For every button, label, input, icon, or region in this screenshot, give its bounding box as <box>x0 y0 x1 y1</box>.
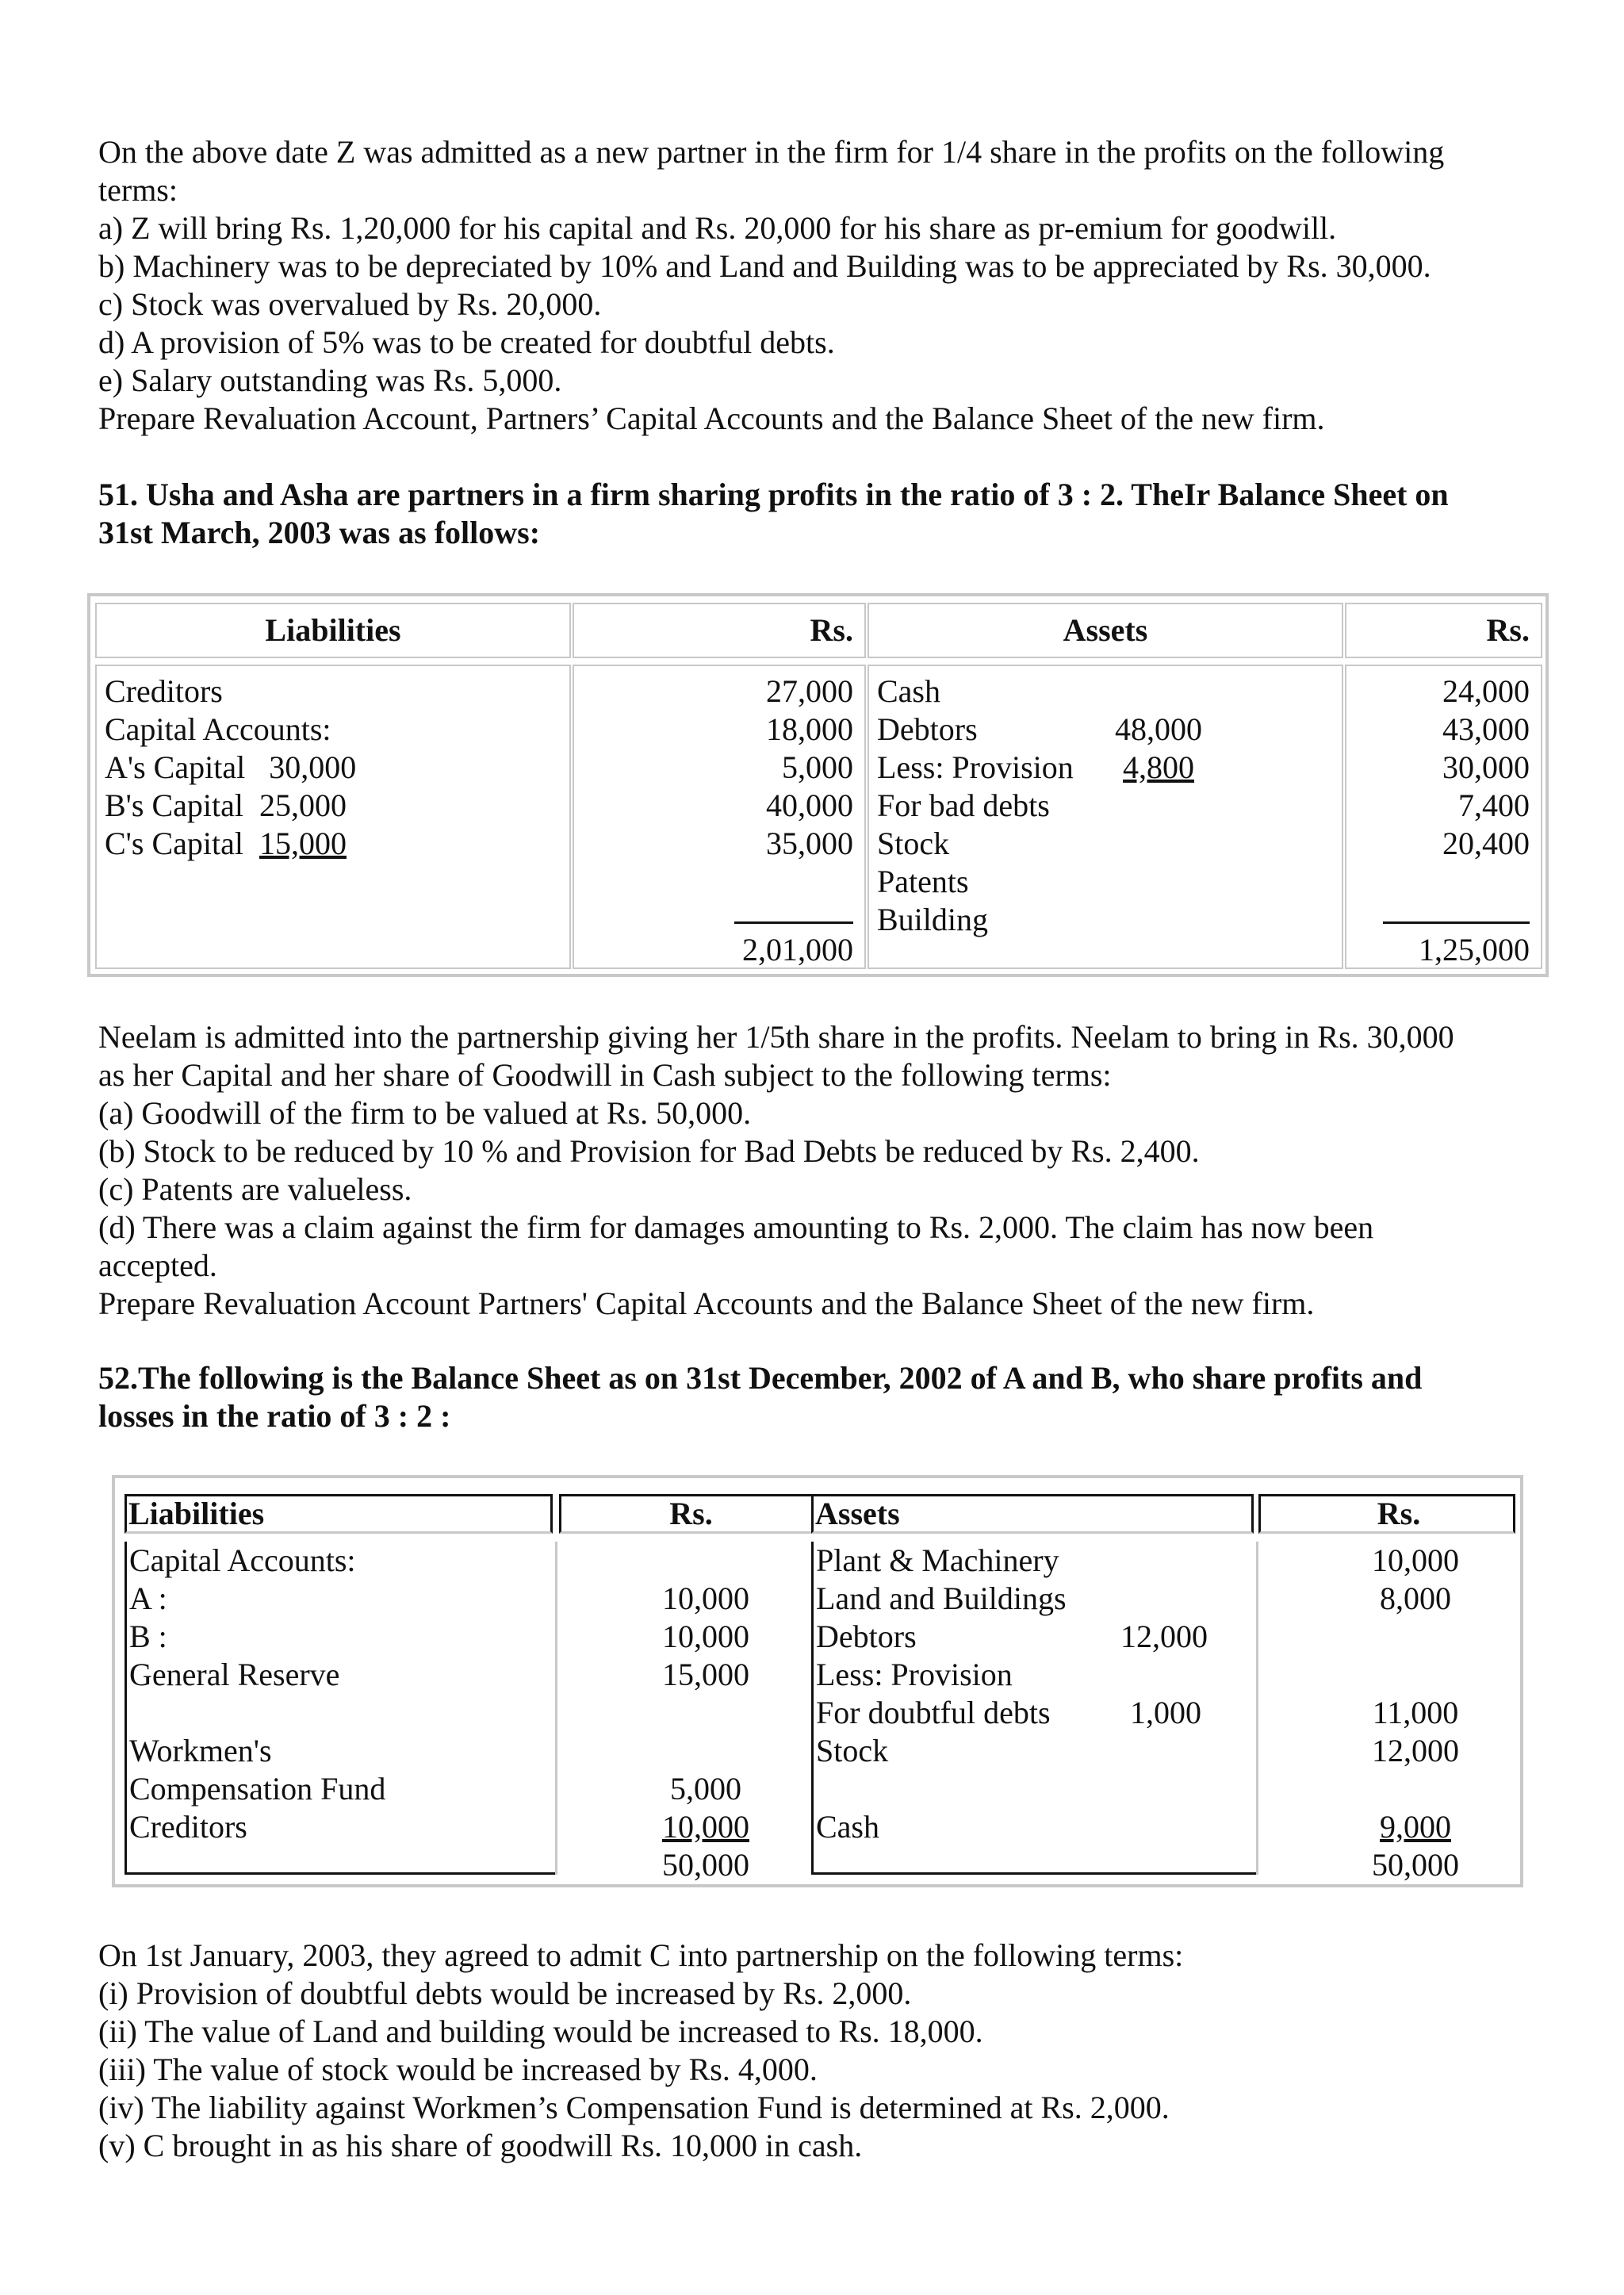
q52-terms-paragraph <box>98 1937 1542 2165</box>
q51-liability-row: Capital Accounts: <box>105 711 331 747</box>
q52-asset-row: Stock <box>816 1733 889 1768</box>
q51-asset-amounts-column <box>1345 665 1542 969</box>
q52-terms-line: (ii) The value of Land and building would be increased to Rs. 18,000. <box>98 2013 983 2049</box>
q52-asset-amount: 10,000 <box>1372 1542 1459 1578</box>
q51-asset-row: Less: Provision 4,800 <box>877 749 1194 785</box>
q51-asset-amount: 30,000 <box>1442 749 1530 785</box>
q52-terms-line: (iii) The value of stock would be increased by Rs. 4,000. <box>98 2052 818 2087</box>
q52-liability-amount <box>622 1694 789 1732</box>
q52-liability-row: B : <box>129 1619 167 1654</box>
q52-asset-row: Debtors 12,000 <box>816 1619 1208 1654</box>
q51-liability-row: C's Capital 15,000 <box>105 826 347 861</box>
q52-assets-bottom-border <box>811 1872 1258 1875</box>
q51-liability-total: 2,01,000 <box>742 932 853 967</box>
q52-liability-row: A : <box>129 1580 167 1616</box>
q52-liability-amount <box>622 1542 789 1580</box>
q52-header-rs-2-box <box>1258 1494 1515 1534</box>
q51-liability-total-rule <box>734 921 853 924</box>
q51-asset-row: Cash <box>877 673 940 709</box>
q52-asset-amount: 9,000 <box>1380 1809 1451 1845</box>
q52-asset-row: Cash <box>816 1809 879 1845</box>
q52-liability-row: Capital Accounts: <box>129 1542 356 1578</box>
q52-liability-amount: 5,000 <box>670 1771 741 1806</box>
q52-asset-row: For doubtful debts 1,000 <box>816 1695 1201 1730</box>
q52-asset-amount <box>1336 1770 1495 1808</box>
q52-left-border <box>124 1542 127 1875</box>
q52-balance-sheet-table <box>112 1475 1523 1887</box>
q51-asset-amount: 7,400 <box>1458 787 1530 823</box>
q51-terms-line: (c) Patents are valueless. <box>98 1171 412 1207</box>
intro-line: On the above date Z was admitted as a new partner in the firm for 1/4 share in the profits on the following <box>98 134 1445 170</box>
q51-asset-amount: 20,400 <box>1442 826 1530 861</box>
q51-terms-line: Prepare Revaluation Account Partners' Capital Accounts and the Balance Sheet of the new firm. <box>98 1285 1315 1321</box>
q52-liab-bottom-border <box>124 1872 557 1875</box>
q52-asset-amount <box>1336 1618 1495 1656</box>
intro-line: b) Machinery was to be depreciated by 10% and Land and Building was to be appreciated by Rs. 30,000. <box>98 248 1431 284</box>
q52-asset-row <box>816 1770 1244 1808</box>
q52-liabilities-column <box>129 1542 542 1846</box>
q51-asset-row: Debtors 48,000 <box>877 711 1202 747</box>
q52-liability-total: 50,000 <box>662 1847 749 1883</box>
q51-assets-column <box>868 665 1343 969</box>
q52-liability-amounts-column <box>622 1542 789 1884</box>
q52-asset-row: Plant & Machinery <box>816 1542 1059 1578</box>
q51-heading-line: 31st March, 2003 was as follows: <box>98 515 541 550</box>
q52-liability-row: Creditors <box>129 1809 247 1845</box>
intro-paragraph <box>98 133 1518 438</box>
q51-liability-row: Creditors <box>105 673 223 709</box>
q52-liability-amount: 15,000 <box>662 1657 749 1692</box>
q52-liability-row: General Reserve <box>129 1657 340 1692</box>
q52-assets-divider <box>1256 1542 1258 1875</box>
q51-terms-line: (d) There was a claim against the firm for damages amounting to Rs. 2,000. The claim has now been <box>98 1209 1374 1245</box>
q51-asset-row: Building <box>877 902 989 937</box>
q52-liability-amount: 10,000 <box>662 1619 749 1654</box>
q52-assets-column <box>816 1542 1244 1846</box>
q52-heading-line: losses in the ratio of 3 : 2 : <box>98 1398 451 1434</box>
q52-liability-amount <box>622 1732 789 1770</box>
q51-terms-line: (a) Goodwill of the firm to be valued at Rs. 50,000. <box>98 1095 752 1131</box>
q51-liability-row: A's Capital 30,000 <box>105 749 357 785</box>
q52-asset-row: Land and Buildings <box>816 1580 1067 1616</box>
q51-terms-line: accepted. <box>98 1247 217 1283</box>
q51-liability-amount: 5,000 <box>782 749 853 785</box>
q51-liability-amount: 18,000 <box>766 711 853 747</box>
q51-asset-amount: 43,000 <box>1442 711 1530 747</box>
intro-line: a) Z will bring Rs. 1,20,000 for his capital and Rs. 20,000 for his share as pr-emium for goodwill. <box>98 210 1337 246</box>
q51-heading <box>98 476 1542 552</box>
q51-terms-paragraph <box>98 1018 1542 1323</box>
q52-header-rs-1: Rs. <box>669 1496 713 1531</box>
q52-liab-divider <box>555 1542 557 1875</box>
q52-asset-amount: 8,000 <box>1380 1580 1451 1616</box>
q51-liability-amount: 27,000 <box>766 673 853 709</box>
intro-line: c) Stock was overvalued by Rs. 20,000. <box>98 286 602 322</box>
q52-asset-amount: 12,000 <box>1372 1733 1459 1768</box>
q51-header-rs-1: Rs. <box>573 603 866 658</box>
q52-asset-amount <box>1336 1656 1495 1694</box>
q52-liability-row: Compensation Fund <box>129 1771 386 1806</box>
q51-asset-row: For bad debts <box>877 787 1050 823</box>
q52-asset-amounts-column <box>1336 1542 1495 1884</box>
intro-block <box>98 133 1518 438</box>
q52-header-rs-2: Rs. <box>1377 1496 1421 1531</box>
q51-heading-line: 51. Usha and Asha are partners in a firm sharing profits in the ratio of 3 : 2. TheIr Balance Sheet on <box>98 477 1449 512</box>
q52-heading <box>98 1359 1542 1435</box>
q52-terms-line: (i) Provision of doubtful debts would be increased by Rs. 2,000. <box>98 1975 912 2011</box>
q51-asset-row: Stock <box>877 826 950 861</box>
q52-terms-line: On 1st January, 2003, they agreed to admit C into partnership on the following terms: <box>98 1937 1184 1973</box>
q51-header-rs-2: Rs. <box>1345 603 1542 658</box>
q52-asset-amount: 11,000 <box>1372 1695 1459 1730</box>
q52-liability-amount: 10,000 <box>662 1580 749 1616</box>
intro-line: e) Salary outstanding was Rs. 5,000. <box>98 362 562 398</box>
q51-terms-line: Neelam is admitted into the partnership giving her 1/5th share in the profits. Neelam to bring in Rs. 30,000 <box>98 1019 1454 1055</box>
q52-liability-row <box>129 1694 542 1732</box>
q51-terms-line: as her Capital and her share of Goodwill in Cash subject to the following terms: <box>98 1057 1112 1093</box>
q51-header-liabilities: Liabilities <box>95 603 571 658</box>
q52-terms-line: (v) C brought in as his share of goodwill Rs. 10,000 in cash. <box>98 2128 863 2163</box>
q51-balance-sheet-table <box>87 593 1549 977</box>
q52-liability-amount: 10,000 <box>662 1809 749 1845</box>
q51-header-assets: Assets <box>868 603 1343 658</box>
q52-asset-total: 50,000 <box>1372 1847 1459 1883</box>
q51-asset-total: 1,25,000 <box>1419 932 1530 967</box>
q52-header-liabilities: Liabilities <box>128 1496 265 1531</box>
q51-liability-amount: 40,000 <box>766 787 853 823</box>
q52-header-rs-1-box <box>559 1494 821 1534</box>
q52-header-assets-box <box>811 1494 1254 1534</box>
intro-line: d) A provision of 5% was to be created for doubtful debts. <box>98 324 835 360</box>
q51-liability-amount: 35,000 <box>766 826 853 861</box>
q51-asset-row: Patents <box>877 864 969 899</box>
q52-assets-left-border <box>811 1542 814 1875</box>
intro-line: terms: <box>98 172 178 208</box>
q51-liability-row: B's Capital 25,000 <box>105 787 347 823</box>
q51-liabilities-column <box>95 665 571 969</box>
q51-asset-total-rule <box>1383 921 1530 924</box>
q51-asset-amount: 24,000 <box>1442 673 1530 709</box>
q52-asset-row: Less: Provision <box>816 1657 1013 1692</box>
q52-liability-row: Workmen's <box>129 1733 272 1768</box>
intro-line: Prepare Revaluation Account, Partners’ Capital Accounts and the Balance Sheet of the new firm. <box>98 400 1325 436</box>
q52-header-liabilities-box <box>124 1494 553 1534</box>
q52-heading-line: 52.The following is the Balance Sheet as on 31st December, 2002 of A and B, who share profits and <box>98 1360 1423 1396</box>
q52-header-assets: Assets <box>815 1496 900 1531</box>
q52-terms-line: (iv) The liability against Workmen’s Compensation Fund is determined at Rs. 2,000. <box>98 2090 1170 2125</box>
q51-terms-line: (b) Stock to be reduced by 10 % and Provision for Bad Debts be reduced by Rs. 2,400. <box>98 1133 1200 1169</box>
q51-liability-amounts-column <box>573 665 866 969</box>
